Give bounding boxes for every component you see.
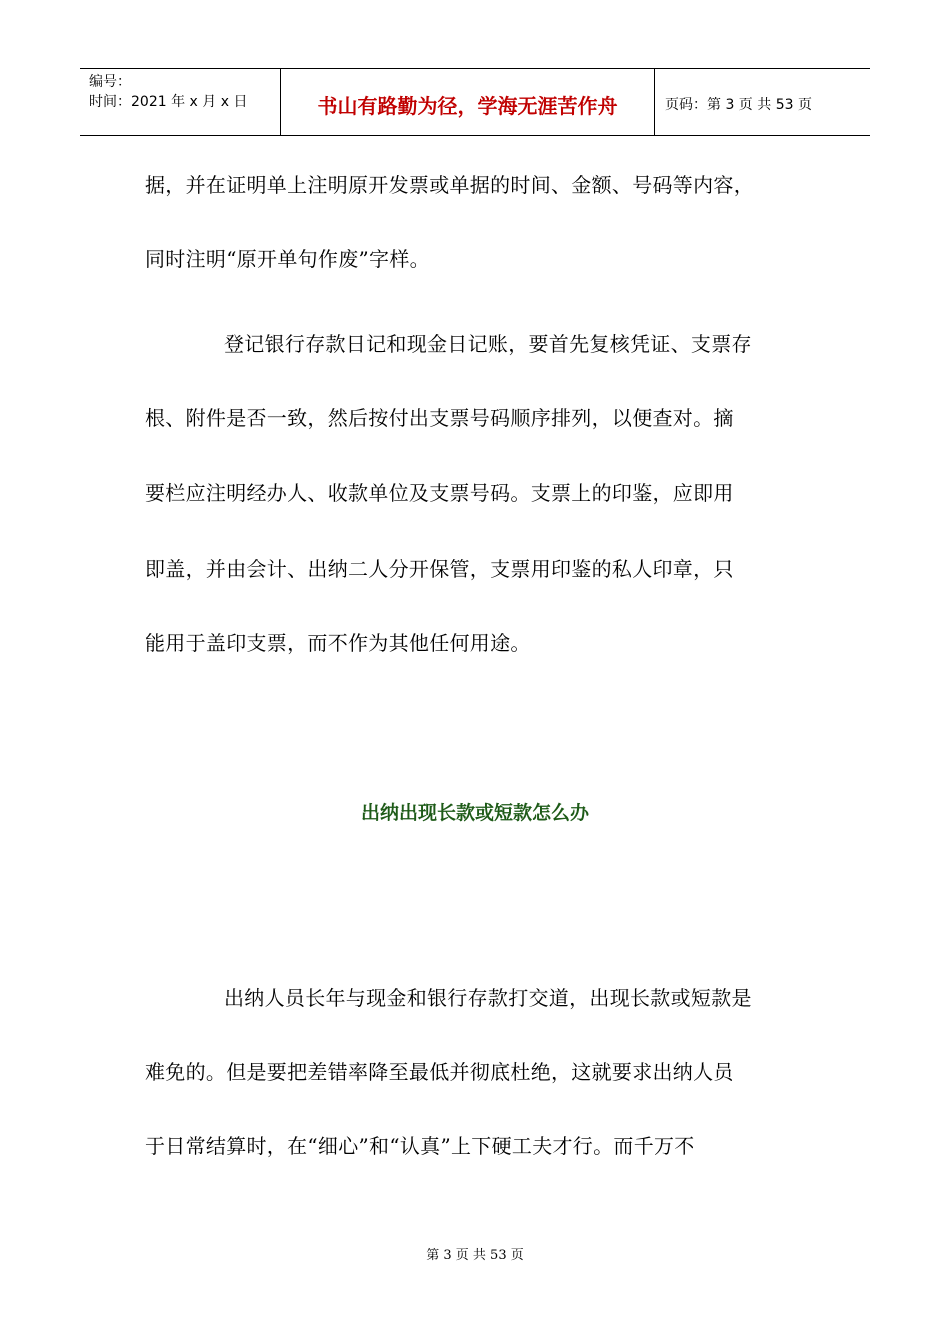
paragraph-line: 据，并在证明单上注明原开发票或单据的时间、金额、号码等内容， (145, 173, 754, 197)
paragraph-line: 要栏应注明经办人、收款单位及支票号码。支票上的印鉴，应即用 (145, 481, 734, 505)
paragraph-line: 难免的。但是要把差错率降至最低并彻底杜绝，这就要求出纳人员 (145, 1060, 734, 1084)
document-number-label: 编号： (89, 74, 131, 90)
paragraph-line: 能用于盖印支票，而不作为其他任何用途。 (145, 631, 531, 655)
section-heading: 出纳出现长款或短款怎么办 (360, 802, 589, 824)
header-motto: 书山有路勤为径，学海无涯苦作舟 (281, 69, 655, 135)
page-footer: 第 3 页 共 53 页 (426, 1248, 524, 1263)
paragraph-line: 根、附件是否一致，然后按付出支票号码顺序排列，以便查对。摘 (145, 406, 734, 430)
page-header (80, 68, 870, 136)
paragraph-line: 于日常结算时，在“细心”和“认真”上下硬工夫才行。而千万不 (145, 1134, 695, 1158)
paragraph-line: 登记银行存款日记和现金日记账，要首先复核凭证、支票存 (224, 332, 752, 356)
header-meta (80, 69, 281, 135)
header-page-code: 页码：第 3 页 共 53 页 (665, 97, 812, 113)
document-date: 时间：2021 年 x 月 x 日 (89, 94, 248, 110)
paragraph-line: 同时注明“原开单句作废”字样。 (145, 247, 430, 271)
paragraph-line: 出纳人员长年与现金和银行存款打交道，出现长款或短款是 (224, 986, 752, 1010)
paragraph-line: 即盖，并由会计、出纳二人分开保管，支票用印鉴的私人印章，只 (145, 557, 734, 581)
